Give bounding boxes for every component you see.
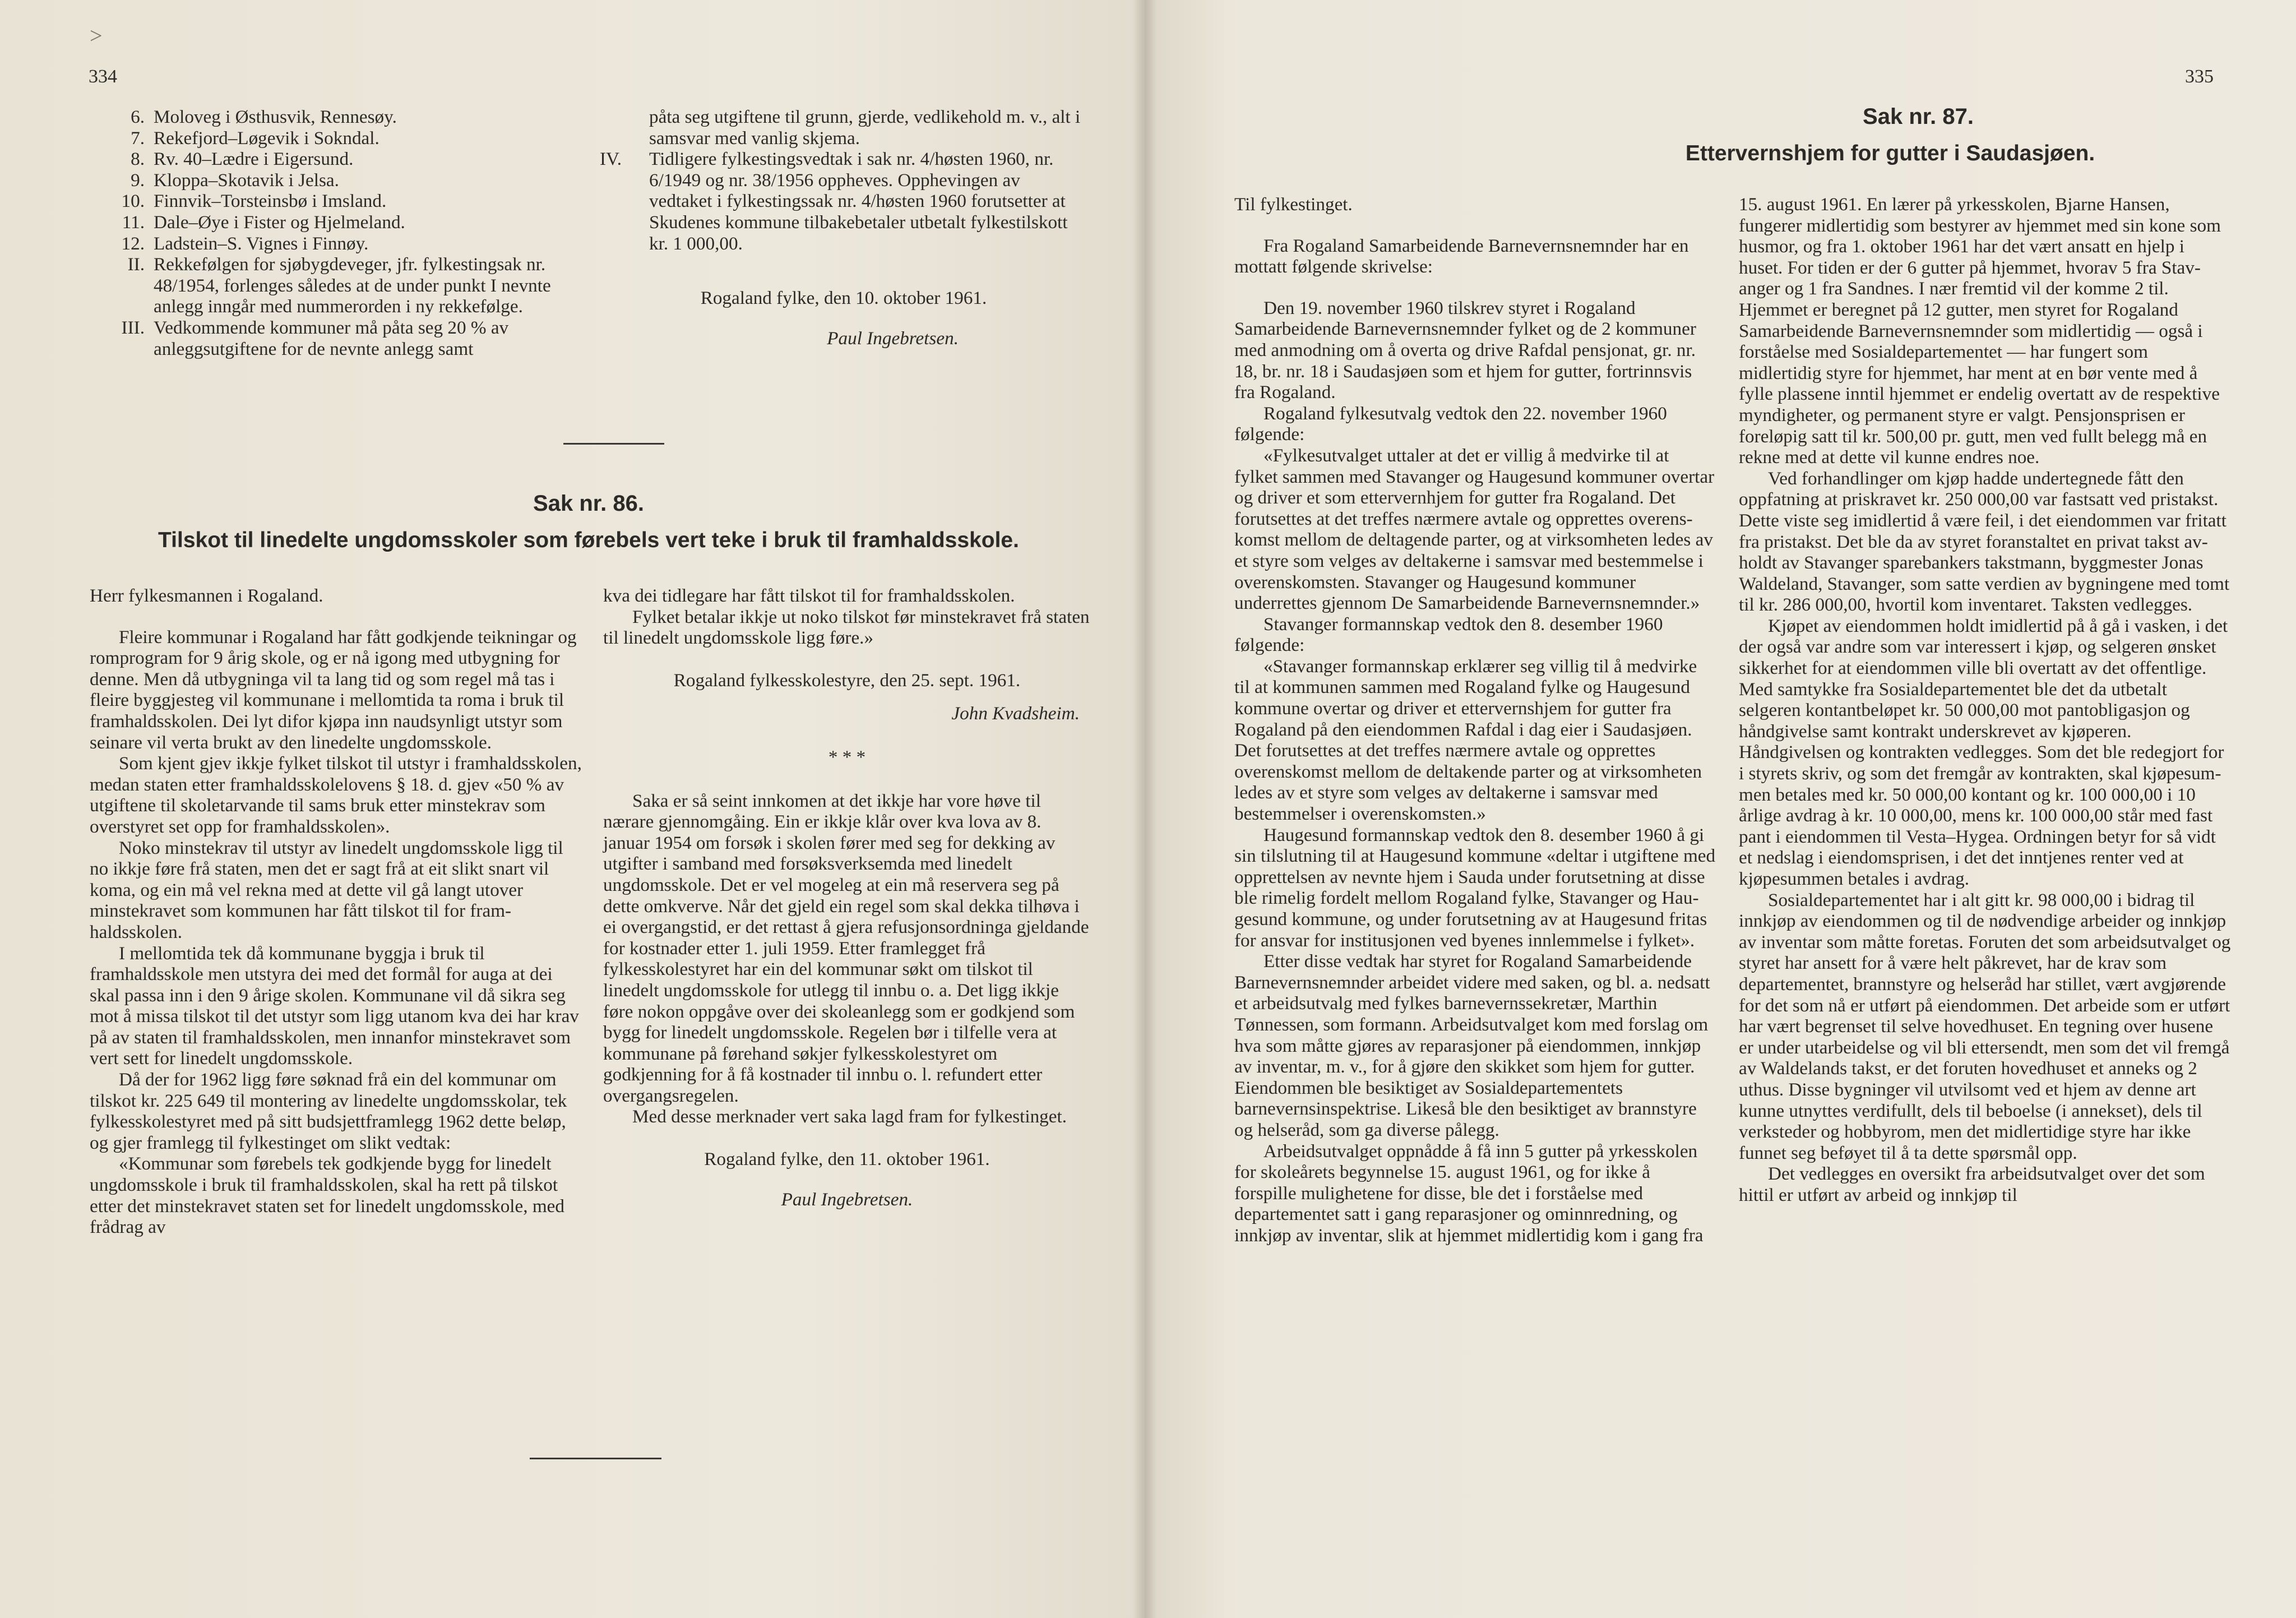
paragraph: Arbeidsutvalget oppnådde å få inn 5 gutter på yrkesskolen for skoleårets begynnelse 15. august 1961, og for ikke å forspille mulighetene for disse, ble det i forståelse med departementet satt i gang reparasjoner og ominnredning, og innkjøp av inventar, slik at hjemmet midlertidig kom i gang fra <box>1234 1140 1704 1246</box>
left-page <box>0 0 1145 1618</box>
case-title-86: Tilskot til linedelte ungdomsskoler som førebels vert teke i bruk til framhaldsskole. <box>158 528 1019 552</box>
list-text: Rekefjord–Løgevik i Sokndal. <box>154 127 379 149</box>
list-item-iv <box>600 149 1087 254</box>
sak86-left-column <box>90 585 583 1238</box>
list-item <box>95 107 571 128</box>
list-number: IV. <box>600 149 622 170</box>
list-number: 6. <box>131 107 145 127</box>
sak87-left-column <box>1234 194 1716 1246</box>
road-list <box>95 107 571 359</box>
list-text: Dale–Øye i Fister og Hjelmeland. <box>154 211 405 233</box>
case-number-87-text: Sak nr. 87. <box>1863 104 1974 129</box>
case-number-87 <box>1201 104 2170 130</box>
sak86-right-column <box>603 585 1091 1210</box>
section-divider <box>563 443 664 445</box>
list-text: Ladstein–S. Vignes i Finnøy. <box>154 233 369 254</box>
paragraph: Noko minstekrav til utstyr av linedelt ungdomsskole ligg til no ikkje føre frå staten, men det er sagt frå at eit slikt snart vil koma, og ein må vel rekna med at dette vil gå langt utover minstekravet som kommunen har fått tilskot til for framhaldsskolen. <box>90 837 563 942</box>
list-text: Tidligere fylkestingsvedtak i sak nr. 4/høsten 1960, nr. 6/1949 og nr. 38/1956 oppheves. Opphevingen av vedtaket i fylkestingssak nr. 4/høsten 1960 forutsetter at Skudenes kommune tilbakebetaler utbetalt fylkestilskott kr. 1 000,00. <box>649 149 1068 254</box>
paragraph: Med desse merknader vert saka lagd fram for fylkestinget. <box>632 1106 1067 1127</box>
paragraph: Som kjent gjev ikkje fylket tilskot til utstyr i framhaldsskolen, medan staten etter framhaldsskolelovens § 18. d. gjev «50 % av utgiftene til skoletarvande til sams bruk etter minstekrav som overstyret set opp for framhaldsskolen». <box>90 753 582 837</box>
paragraph: «Stavanger formannskap erklærer seg villig til å medvirke til at kommunen sammen med Rogaland fylke og Haugesund kommune overtar og driver et ettervernshjem for gutter fra Rogaland på den eiendommen Rafdal i dag eier i Saudasjøen. Det forutsettes at det treffes nærmere avtale og opprettes overenskomst mellom de deltakende parter og at virksomheten ledes av et styre som velges av deltakerne i samsvar med bestemmelser i overenskomsten.» <box>1234 655 1702 825</box>
page-number-left: 334 <box>89 66 117 87</box>
right-page <box>1145 0 2296 1618</box>
list-number: 11. <box>122 211 145 233</box>
place-date: Rogaland fylke, den 10. oktober 1961. <box>700 288 987 309</box>
paragraph: Stavanger formannskap vedtok den 8. desember 1960 følgende: <box>1234 613 1663 656</box>
paragraph: Då der for 1962 ligg føre søknad frå ein del kommunar om tilskot kr. 225 649 til montering av linedelte ungdomsskolar, tek fylkesskolestyret med på sitt budsjettframlegg 1962 dette beløp, og gjer framlegg til fylkestinget om slikt vedtak: <box>90 1069 567 1153</box>
list-number: 8. <box>131 149 145 170</box>
paragraph: I mellomtida tek då kommunane byggja i bruk til framhaldsskole men utstyra dei med det formål for auga at dei skal passa inn i den 9 årige skolen. Kommunane vil då sikra seg mot å missa tilskot til det utstyr som ligg utanom kva dei har krav på av staten til framhaldsskolen, men innanfor minstekravet som vert sett for linedelt ungdomsskole. <box>90 942 579 1069</box>
end-divider <box>530 1458 661 1459</box>
list-text: Kloppa–Skotavik i Jelsa. <box>154 169 339 191</box>
book-gutter <box>1132 0 1157 1618</box>
place-date: Rogaland fylkesskolestyre, den 25. sept. 1961. <box>673 669 1021 691</box>
continuation-text: påta seg utgiftene til grunn, gjerde, vedlikehold m. v., alt i samsvar med vanlig skjema. <box>649 107 1081 149</box>
list-item <box>95 128 571 149</box>
corner-mark: > <box>90 23 103 48</box>
list-number: 9. <box>131 169 145 191</box>
list-text: Rekkefølgen for sjøbygdeveger, jfr. fylkestingsak nr. 48/1954, forlenges således at de under punkt I nevnte anlegg inngår med nummerorden i ny rekkefølge. <box>154 254 551 317</box>
paragraph: 15. august 1961. En lærer på yrkesskolen, Bjarne Hansen, fungerer midlertidig som bestyrer av hjemmet med sin kone som husmor, og fra 1. oktober 1961 har det vært ansatt en hjelp i huset. For tiden er der 6 gutter på hjemmet, hvorav 5 fra Stavanger og 1 fra Sandnes. I nær fremtid vil der komme 2 til. Hjemmet er beregnet på 12 gutter, men styret for Rogaland Samarbeidende Barnevernsnemnder som midlertidig — også i forståelse med Sosialdepartementet — har fungert som midlertidig styre for hjemmet, har ment at en bør vente med å fylle plassene inntil hjemmet er endelig overtatt av de respektive myndigheter, og permanent styre er valgt. Pensjonsprisen er foreløpig satt til kr. 500,00 pr. gutt, men ved fullt belegg må en rekne med at dette vil kunne endres noe. <box>1739 194 2221 468</box>
list-item <box>95 254 571 317</box>
list-text: Vedkommende kommuner må påta seg 20 % av anleggsutgiftene for de nevnte anlegg samt <box>154 317 509 359</box>
asterisk-divider: * * * <box>828 746 866 768</box>
case-title-87-text: Ettervernshjem for gutter i Saudasjøen. <box>1685 141 2095 165</box>
top-right-column <box>600 107 1087 349</box>
list-item <box>95 170 571 191</box>
list-text: Finnvik–Torsteinsbø i Imsland. <box>154 191 387 212</box>
list-number: 12. <box>121 233 145 254</box>
signature: John Kvadsheim. <box>951 703 1080 724</box>
signature: Paul Ingebretsen. <box>781 1189 913 1210</box>
list-item <box>95 317 571 359</box>
paragraph: Den 19. november 1960 tilskrev styret i Rogaland Samarbeidende Barnevernsnemnder fylket og de 2 kommuner med anmodning om å overta og drive Rafdal pensjonat, gr. nr. 18, br. nr. 18 i Saudasjøen som et hjem for gutter, fortrinnsvis fra Rogaland. <box>1234 297 1696 403</box>
list-number: 7. <box>131 127 145 149</box>
paragraph: Fleire kommunar i Rogaland har fått godkjende teikningar og romprogram for 9 årig skole, og er nå igong med utbygning for denne. Men då utbygninga vil ta lang tid og som regel må tas i fleire byggjesteg vil kommunane i mellomtida ta roma i bruk til framhaldsskolen. Dei lyt difor kjøpa inn naudsynligt utstyr som seinare vil verta brukt av den linedelte ungdomsskole. <box>90 626 577 753</box>
addressee: Til fylkestinget. <box>1234 194 1353 215</box>
case-number-86: Sak nr. 86. <box>533 491 644 516</box>
paragraph: Fylket betalar ikkje ut noko tilskot før minstekravet frå staten til linedelt ungdomsskole ligg føre.» <box>603 606 1090 649</box>
list-text: Moloveg i Østhusvik, Rennesøy. <box>154 107 397 127</box>
list-item <box>95 149 571 170</box>
place-date: Rogaland fylke, den 11. oktober 1961. <box>704 1149 990 1170</box>
road-list-column <box>95 107 571 359</box>
paragraph: Rogaland fylkesutvalg vedtok den 22. november 1960 følgende: <box>1234 403 1667 445</box>
list-item <box>95 212 571 233</box>
page-number-right: 335 <box>2185 66 2214 87</box>
paragraph: Haugesund formannskap vedtok den 8. desember 1960 å gi sin tilslutning til at Haugesund kommune «deltar i utgiftene med opprettelsen av nevnte hjem i Sauda under forutsetning at disse ble rimelig fordelt mellom Rogaland fylke, Stavanger og Haugesund kommune, og under forutsetning av at Haugesund fritas for ansvar for institusjonen ved byenes innlemmelse i fylket». <box>1234 824 1716 951</box>
sak87-right-column <box>1739 194 2232 1206</box>
paragraph: «Kommunar som førebels tek godkjende bygg for linedelt ungdomsskole i bruk til framhaldsskolen, skal ha rett på tilskot etter det minstekravet staten set for linedelt ungdomsskole, med frådrag av <box>90 1153 564 1238</box>
list-item <box>95 191 571 212</box>
list-item <box>95 233 571 255</box>
paragraph: Ved forhandlinger om kjøp hadde undertegnede fått den oppfatning at priskravet kr. 250 000,00 var fastsatt ved pristakst. Dette viste seg imidlertid å være feil, i det eiendommen var fritatt fra pristakst. Det ble da av styret foranstaltet en privat takst avholdt av Stavanger sparebankers takstmann, byggmester Jonas Waldeland, Stavanger, som satte verdien av bygningene med tomt til kr. 286 000,00, hvortil kom inventaret. Taksten vedlegges. <box>1739 468 2230 616</box>
paragraph: kva dei tidlegare har fått tilskot til for framhaldsskolen. <box>603 585 1015 606</box>
paragraph: Fra Rogaland Samarbeidende Barnevernsnemnder har en mottatt følgende skrivelse: <box>1234 235 1689 278</box>
list-text: Rv. 40–Lædre i Eigersund. <box>154 149 354 170</box>
list-number: II. <box>127 254 145 275</box>
paragraph: Kjøpet av eiendommen holdt imidlertid på å gå i vasken, i det der også var andre som var interessert i kjøp, og selgeren ønsket sikkerhet for at eiendommen ville bli overtatt av det offentlige. Med samtykke fra Sosialdepartementet ble det da utbetalt selgeren kontantbeløpet kr. 50 000,00 mot pantobligasjon og håndgivelse samt kontrakt underskrevet av kjøperen. Håndgivelsen og kontrakten vedlegges. Som det ble redegjort for i styrets skriv, og som det fremgår av kontrakten, skal kjøpesummen betales med kr. 50 000,00 kontant og kr. 100 000,00 i 10 årlige avdrag à kr. 10 000,00, mens kr. 100 000,00 står med fast pant i eiendommen til Vesta–Hygea. Ordningen betyr for så vidt et nedslag i eiendomsprisen, i det det inntjenes renter ved at kjøpesummen betales i avdrag. <box>1739 615 2228 889</box>
paragraph: «Fylkesutvalget uttaler at det er villig å medvirke til at fylket sammen med Stavanger og Haugesund kommuner overtar og driver et som ettervernhjem for gutter fra Rogaland. Det forutsettes at det treffes nærmere avtale og opprettes overenskomst mellom de deltagende parter, og at virksomheten ledes av et styre som velges av deltakerne i samsvar med bestemmelse i overenskomsten. Stavanger og Haugesund kommuner underrettes gjennom De Samarbeidende Barnevernsnemnder.» <box>1234 445 1715 614</box>
paragraph: Saka er så seint innkomen at det ikkje har vore høve til nærare gjennomgåing. Ein er ikkje klår over kva lova av 8. januar 1954 om forsøk i skolen fører med seg for dekking av utgifter i samband med forsøksverksemda med linedelt ungdomsskole. Det er vel mogeleg at ein må reservera seg på dette omkverve. Når det gjeld ein regel som skal dekka tilhøva i ei overgangstid, er det rettast å gjera refusjonsordninga gjeldande for kostnader etter 1. juli 1959. Etter framlegget frå fylkesskolestyret har ein del kommunar søkt om tilskot til linedelt ungdomsskole for utlegg til innbu o. a. Det ligg ikkje føre nokon oppgåve over dei skoleanlegg som er godkjend som bygg for linedelt ungdomsskole. Regelen bør i tilfelle vera at kommunane på førehand søkjer fylkesskolestyret om godkjenning for å få kostnader til innbu o. l. refundert etter overgangsregelen. <box>603 790 1089 1106</box>
addressee: Herr fylkesmannen i Rogaland. <box>90 585 323 606</box>
list-number: III. <box>121 317 145 338</box>
paragraph: Etter disse vedtak har styret for Rogaland Samarbeidende Barnevernsnemnder arbeidet videre med saken, og bl. a. nedsatt et arbeidsutvalg med fylkes barnevernssekretær, Marthin Tønnessen, som formann. Arbeidsutvalget kom med forslag om hva som måtte gjøres av reparasjoner på eiendommen, innkjøp av inventar, m. v., for å gjøre den skikket som hjem for gutter. Eiendommen ble besiktiget av Sosialdepartementets barnevernsinspektrise. Likeså ble den besiktiget av brannstyre og helseråd, som ga diverse pålegg. <box>1234 951 1710 1140</box>
paragraph: Sosialdepartementet har i alt gitt kr. 98 000,00 i bidrag til innkjøp av eiendommen og til de nødvendige arbeider og innkjøp av inventar som måtte foretas. Foruten det som arbeidsutvalget og styret har ansett for å være helt påkrevet, har de krav som departementet, brannstyre og helseråd har stillet, vært avgjørende for det som nå er utført på eiendommen. Det arbeide som er utført har vært begrenset til selve hovedhuset. En tegning over husene er under utarbeidelse og vil bli ettersendt, men som det vil fremgå av Waldelands takst, er det foruten hovedhuset et anneks og 2 uthus. Disse bygninger vil utvilsomt ved et hjem av denne art kunne utnyttes verdifullt, dels til beboelse (i annekset), dels til verksteder og hobbyrom, men det midlertidige styre har ikke funnet seg beføyet til å ta dette spørsmål opp. <box>1739 889 2231 1163</box>
case-title-87 <box>1201 141 2170 166</box>
list-number: 10. <box>121 191 145 212</box>
paragraph: Det vedlegges en oversikt fra arbeidsutvalget over det som hittil er utført av arbeid og innkjøp til <box>1739 1163 2205 1205</box>
signature: Paul Ingebretsen. <box>827 327 959 349</box>
